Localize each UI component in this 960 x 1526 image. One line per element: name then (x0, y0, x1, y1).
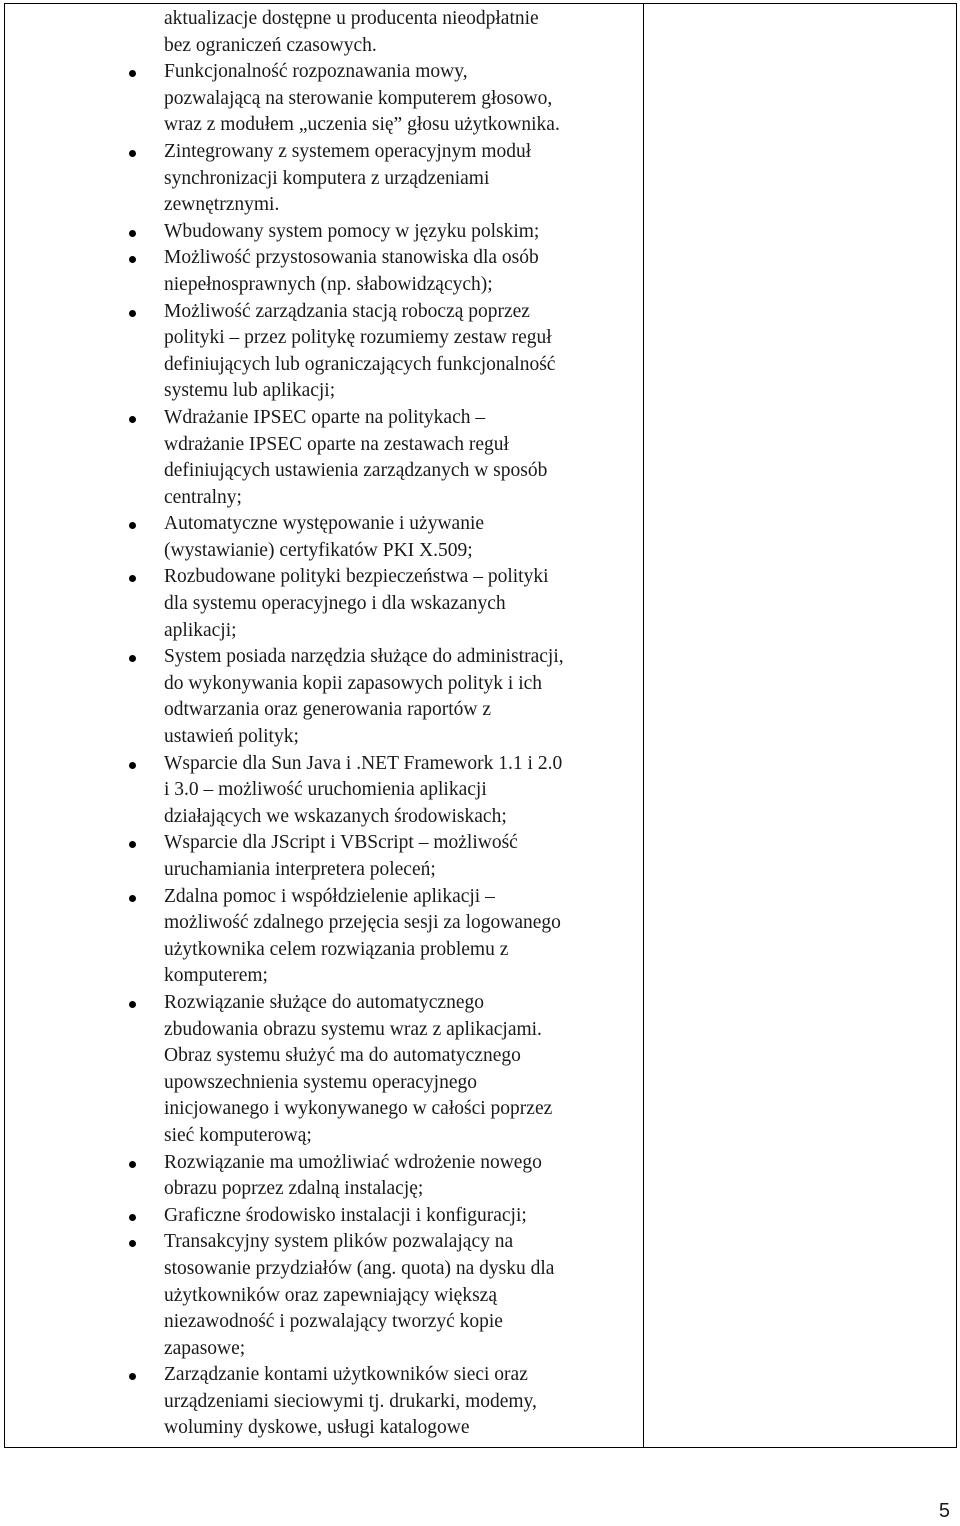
bullet-icon (129, 70, 136, 77)
feature-list (5, 59, 641, 1442)
bullet-icon (129, 1214, 136, 1221)
bullet-icon (129, 1240, 136, 1247)
list-item (5, 884, 641, 990)
list-item (5, 990, 641, 1150)
list-item-text: Automatyczne występowanie i używanie (wystawianie) certyfikatów PKI X.509; (164, 513, 485, 561)
list-item (5, 1362, 641, 1442)
list-item (5, 245, 641, 298)
list-item-text: Zdalna pomoc i współdzielenie aplikacji – możliwość zdalnego przejęcia sesji za logowanego użytkownika celem rozwiązania problemu z komputerem; (164, 885, 561, 987)
bullet-icon (129, 310, 136, 317)
list-item-text: Wbudowany system pomocy w języku polskim; (164, 220, 540, 242)
bullet-icon (129, 895, 136, 902)
list-item-text: Możliwość zarządzania stacją roboczą poprzez polityki – przez politykę rozumiemy zestaw reguł definiujących lub ograniczających funkcjonalność systemu lub aplikacji; (164, 300, 556, 402)
list-item (5, 219, 641, 246)
list-item-text: Wsparcie dla Sun Java i .NET Framework 1.1 i 2.0 i 3.0 – możliwość uruchomienia aplikacji działających we wskazanych środowiskach; (164, 752, 563, 827)
bullet-icon (129, 841, 136, 848)
list-item (5, 1229, 641, 1362)
page-number: 5 (938, 1500, 950, 1522)
list-item-text: Rozbudowane polityki bezpieczeństwa – polityki dla systemu operacyjnego i dla wskazanych aplikacji; (164, 566, 549, 641)
list-item (5, 511, 641, 564)
bullet-icon (129, 230, 136, 237)
column-divider (643, 4, 644, 1447)
list-item (5, 1150, 641, 1203)
bullet-icon (129, 256, 136, 263)
list-item-text: System posiada narzędzia służące do administracji, do wykonywania kopii zapasowych polityk i ich odtwarzania oraz generowania raportów z ustawień polityk; (164, 646, 564, 748)
list-item-text: Rozwiązanie służące do automatycznego zbudowania obrazu systemu wraz z aplikacjami. Obraz systemu służyć ma do automatycznego upowszechnienia systemu operacyjnego inicjowanego i wykonywanego w całości poprzez sieć komputerową; (164, 991, 553, 1146)
list-item-text: Rozwiązanie ma umożliwiać wdrożenie nowego obrazu poprzez zdalną instalację; (164, 1151, 542, 1200)
bullet-icon (129, 575, 136, 582)
empty-cell (645, 4, 956, 1447)
specification-table (4, 3, 957, 1448)
continuation-text: aktualizacje dostępne u producenta nieodpłatnie bez ograniczeń czasowych. (164, 8, 539, 56)
list-item-text: Funkcjonalność rozpoznawania mowy, pozwalającą na sterowanie komputerem głosowo, wraz z modułem „uczenia się” głosu użytkownika. (164, 61, 560, 136)
bullet-icon (129, 522, 136, 529)
bullet-icon (129, 655, 136, 662)
list-item-text: Wsparcie dla JScript i VBScript – możliwość uruchamiania interpretera poleceń; (164, 832, 518, 880)
bullet-icon (129, 762, 136, 769)
list-item (5, 59, 641, 139)
bullet-icon (129, 1161, 136, 1168)
list-item (5, 830, 641, 883)
list-item-text: Zintegrowany z systemem operacyjnym moduł synchronizacji komputera z urządzeniami zewnętrznymi. (164, 140, 532, 216)
list-item (5, 751, 641, 831)
list-item-text: Graficzne środowisko instalacji i konfiguracji; (164, 1204, 527, 1226)
list-item (5, 405, 641, 511)
requirements-cell (5, 4, 641, 1447)
list-item-text: Transakcyjny system plików pozwalający na stosowanie przydziałów (ang. quota) na dysku dla użytkowników oraz zapewniający większą niezawodność i pozwalający tworzyć kopie zapasowe; (164, 1231, 555, 1359)
bullet-icon (129, 150, 136, 157)
list-item (5, 1203, 641, 1230)
list-item (5, 139, 641, 219)
list-item-text: Możliwość przystosowania stanowiska dla osób niepełnosprawnych (np. słabowidzących); (164, 247, 539, 295)
bullet-icon (129, 1373, 136, 1380)
bullet-icon (129, 416, 136, 423)
list-item (5, 564, 641, 644)
list-item (5, 644, 641, 750)
list-item (5, 299, 641, 405)
list-item-text: Wdrażanie IPSEC oparte na politykach – wdrażanie IPSEC oparte na zestawach reguł definiujących ustawienia zarządzanych w sposób centralny; (164, 406, 548, 508)
bullet-icon (129, 1001, 136, 1008)
list-item-text: Zarządzanie kontami użytkowników sieci oraz urządzeniami sieciowymi tj. drukarki, modemy, woluminy dyskowe, usługi katalogowe (164, 1364, 537, 1439)
